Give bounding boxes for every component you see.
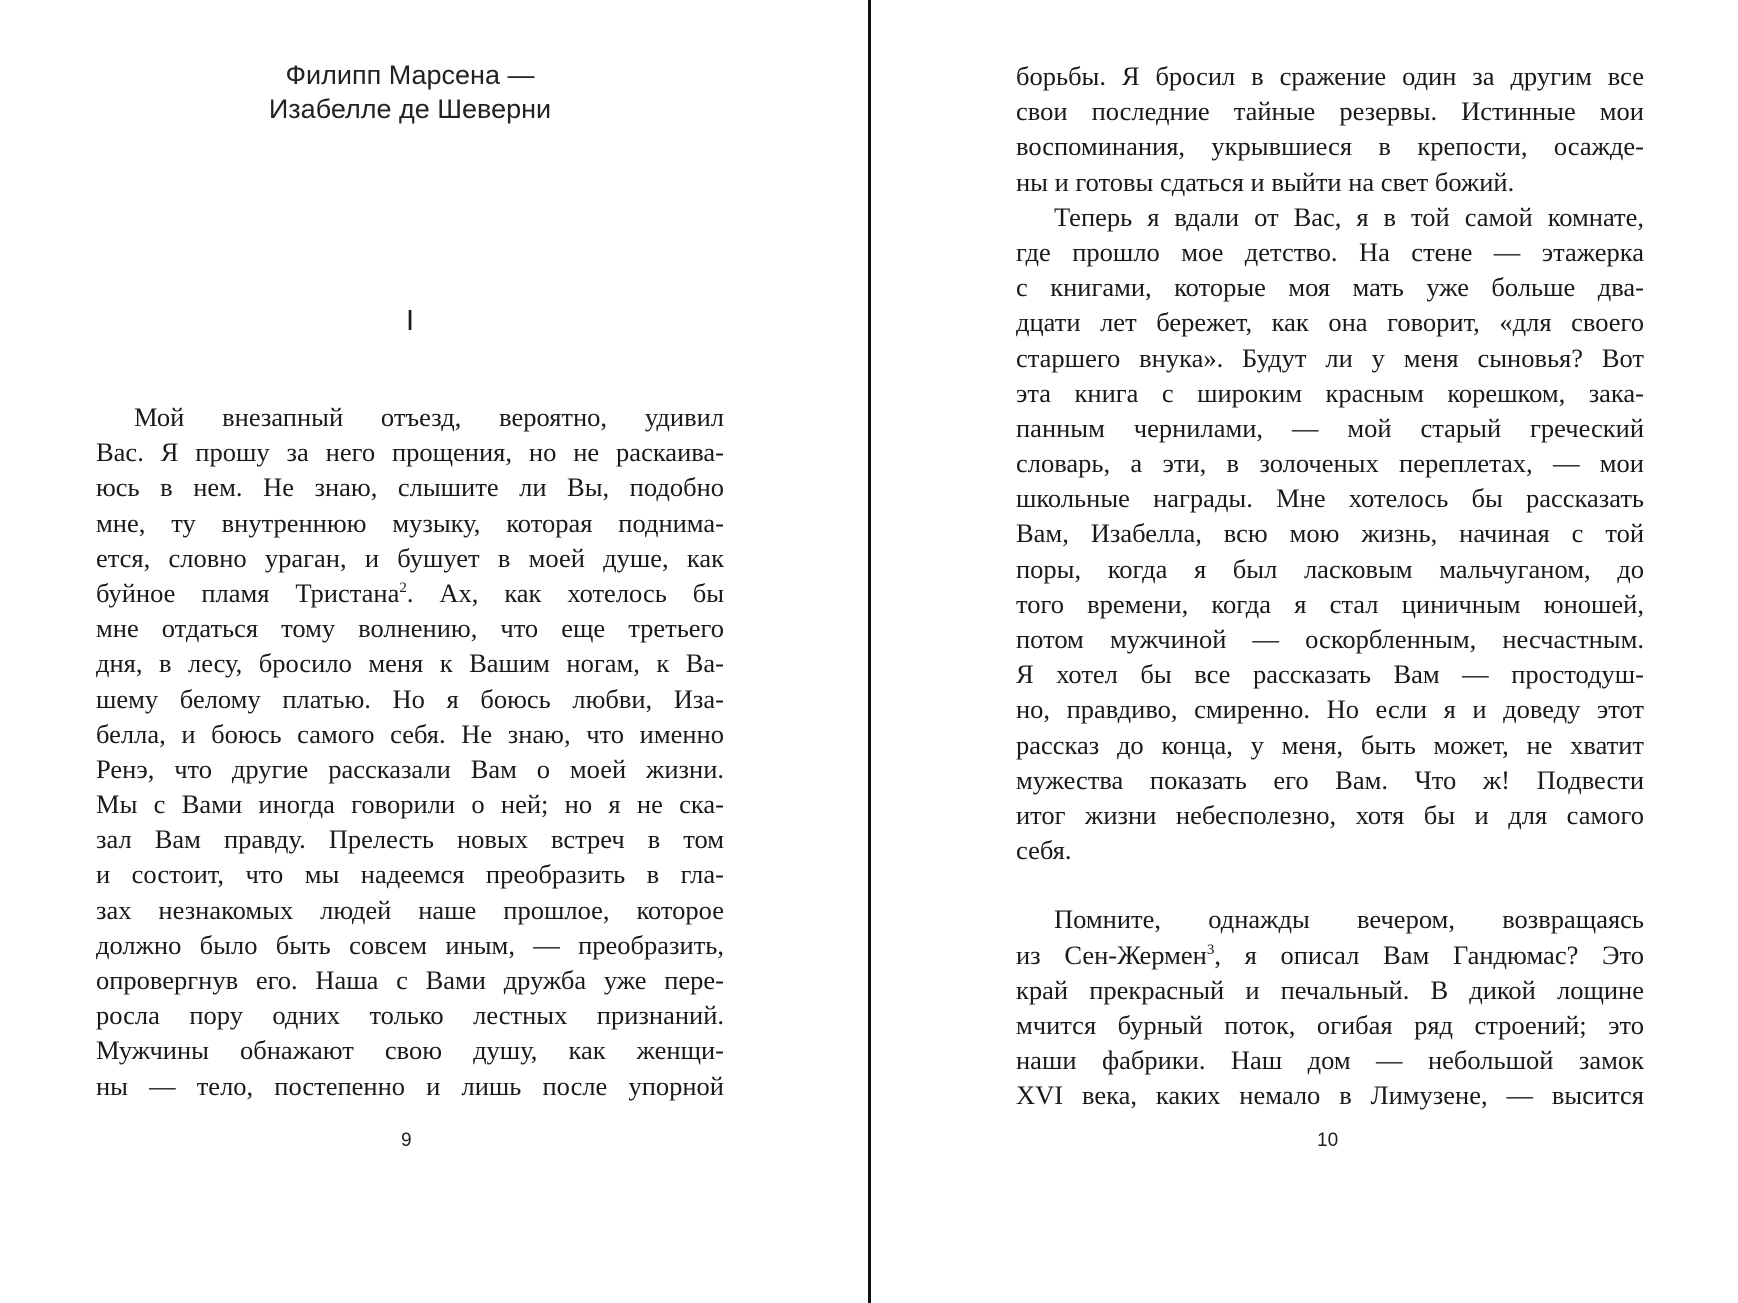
text-line-content: XVI века, каких немало в Лимузене, — высится bbox=[1016, 1080, 1644, 1111]
text-line bbox=[96, 400, 724, 435]
text-line bbox=[96, 893, 724, 928]
text-line-content: с книгами, которые моя мать уже больше два- bbox=[1016, 272, 1644, 303]
text-line-content: Мы с Вами иногда говорили о ней; но я не ска- bbox=[96, 789, 724, 820]
text-line-content: Теперь я вдали от Вас, я в той самой комнате, bbox=[1054, 201, 1644, 232]
text-line bbox=[1016, 902, 1644, 937]
page-number-right: 10 bbox=[1317, 1130, 1339, 1151]
text-line bbox=[1016, 1078, 1644, 1113]
text-line bbox=[96, 787, 724, 822]
text-line bbox=[1016, 341, 1644, 376]
text-line-content: эта книга с широким красным корешком, зака- bbox=[1016, 377, 1644, 408]
text-line-content: Вас. Я прошу за него прощения, но не раскаива- bbox=[96, 437, 724, 468]
text-line bbox=[96, 611, 724, 646]
text-line bbox=[96, 470, 724, 505]
footnote-marker[interactable]: 3 bbox=[1206, 941, 1215, 958]
text-line bbox=[96, 717, 724, 752]
text-line-content: рассказ до конца, у меня, быть может, не хватит bbox=[1016, 729, 1644, 760]
text-line bbox=[1016, 200, 1644, 235]
text-line-content: где прошло мое детство. На стене — этажерка bbox=[1016, 236, 1644, 267]
text-line-content: ны и готовы сдаться и выйти на свет божий. bbox=[1016, 166, 1515, 197]
text-line-content: юсь в нем. Не знаю, слышите ли Вы, подобно bbox=[96, 472, 724, 503]
text-line-content: из Сен-Жермен bbox=[1016, 939, 1207, 970]
text-line bbox=[1016, 833, 1644, 868]
page-number-left: 9 bbox=[401, 1130, 412, 1151]
text-line-content: потом мужчиной — оскорбленным, несчастным. bbox=[1016, 624, 1644, 654]
text-line-content: дня, в лесу, бросило меня к Вашим ногам, к Ва- bbox=[96, 648, 724, 679]
text-line-content: росла пору одних только лестных признаний. bbox=[96, 1000, 724, 1031]
text-line bbox=[1016, 235, 1644, 270]
text-line bbox=[96, 1033, 724, 1068]
text-line-content: ется, словно ураган, и бушует в моей душе, как bbox=[96, 542, 724, 573]
text-line bbox=[1016, 692, 1644, 727]
text-line bbox=[96, 752, 724, 787]
text-line bbox=[96, 541, 724, 576]
text-line bbox=[1016, 938, 1644, 973]
text-line-content: Мой внезапный отъезд, вероятно, удивил bbox=[134, 402, 724, 432]
text-line bbox=[1016, 552, 1644, 587]
left-page bbox=[0, 0, 868, 1303]
text-line-continuation: , я описал Вам Гандюмас? Это bbox=[1214, 939, 1644, 970]
right-page bbox=[871, 0, 1738, 1303]
text-line bbox=[1016, 376, 1644, 411]
text-line bbox=[96, 998, 724, 1033]
heading-line-1: Филипп Марсена — bbox=[285, 60, 535, 90]
text-line bbox=[96, 822, 724, 857]
text-line-content: того времени, когда я стал циничным юношей, bbox=[1016, 588, 1644, 619]
text-line bbox=[1016, 728, 1644, 763]
text-line-content: край прекрасный и печальный. В дикой лощине bbox=[1016, 974, 1644, 1005]
text-line bbox=[1016, 516, 1644, 551]
text-line bbox=[96, 1069, 724, 1104]
text-line-content: панным чернилами, — мой старый греческий bbox=[1016, 412, 1644, 443]
text-line bbox=[1016, 622, 1644, 657]
text-line bbox=[1016, 481, 1644, 516]
left-body-text bbox=[96, 400, 724, 1104]
text-line bbox=[96, 963, 724, 998]
text-line bbox=[96, 682, 724, 717]
text-line-content: зал Вам правду. Прелесть новых встреч в том bbox=[96, 824, 724, 855]
text-line bbox=[1016, 1043, 1644, 1078]
text-line-content: борьбы. Я бросил в сражение один за другим все bbox=[1016, 61, 1644, 91]
chapter-number: I bbox=[405, 305, 415, 337]
text-line bbox=[1016, 59, 1644, 94]
text-line bbox=[96, 857, 724, 892]
text-line bbox=[96, 435, 724, 470]
text-line bbox=[1016, 94, 1644, 129]
text-line-content: мчится бурный поток, огибая ряд строений; это bbox=[1016, 1009, 1644, 1040]
text-line-continuation: . Ах, как хотелось бы bbox=[406, 577, 724, 608]
text-line-content: ны — тело, постепенно и лишь после упорной bbox=[96, 1070, 724, 1101]
text-line-content: Я хотел бы все рассказать Вам — простодуш- bbox=[1016, 659, 1644, 690]
text-line bbox=[96, 506, 724, 541]
text-line-content: свои последние тайные резервы. Истинные мои bbox=[1016, 96, 1644, 127]
text-line-content: белла, и боюсь самого себя. Не знаю, что именно bbox=[96, 718, 724, 749]
text-line-content: мне, ту внутреннюю музыку, которая поднима- bbox=[96, 507, 724, 538]
text-line-content: словарь, а эти, в золоченых переплетах, — мои bbox=[1016, 448, 1644, 479]
footnote-marker[interactable]: 2 bbox=[399, 579, 407, 596]
text-line-content: должно было быть совсем иным, — преобразить, bbox=[96, 929, 724, 960]
text-line bbox=[1016, 1008, 1644, 1043]
text-line bbox=[96, 928, 724, 963]
text-line bbox=[96, 576, 724, 611]
text-line-content: воспоминания, укрывшиеся в крепости, осажде- bbox=[1016, 131, 1644, 162]
text-line-content: зах незнакомых людей наше прошлое, которое bbox=[96, 894, 724, 925]
text-line-content: себя. bbox=[1016, 835, 1072, 866]
text-line-content: Ренэ, что другие рассказали Вам о моей жизни. bbox=[96, 753, 724, 784]
text-line-content: наши фабрики. Наш дом — небольшой замок bbox=[1016, 1045, 1644, 1076]
text-line-content: старшего внука». Будут ли у меня сыновья? Вот bbox=[1016, 342, 1644, 373]
text-line-content: шему белому платью. Но я боюсь любви, Иза- bbox=[96, 683, 724, 714]
text-line-content: поры, когда я был ласковым мальчуганом, до bbox=[1016, 553, 1644, 584]
text-line bbox=[1016, 587, 1644, 622]
text-line-content: мне отдаться тому волнению, что еще третьего bbox=[96, 613, 724, 644]
text-line-content: дцати лет бережет, как она говорит, «для своего bbox=[1016, 307, 1644, 338]
text-line-content: Вам, Изабелла, всю мою жизнь, начиная с той bbox=[1016, 518, 1644, 549]
heading-line-2: Изабелле де Шеверни bbox=[268, 94, 552, 124]
text-line bbox=[1016, 798, 1644, 833]
text-line-content: и состоит, что мы надеемся преобразить в гла- bbox=[96, 859, 724, 890]
text-line bbox=[1016, 165, 1644, 200]
text-line-content: итог жизни небесполезно, хотя бы и для самого bbox=[1016, 799, 1644, 830]
letter-heading bbox=[96, 58, 724, 126]
right-body-text bbox=[1016, 59, 1644, 1113]
text-line-content: школьные награды. Мне хотелось бы рассказать bbox=[1016, 483, 1644, 514]
text-line bbox=[1016, 270, 1644, 305]
text-line bbox=[1016, 129, 1644, 164]
text-line bbox=[1016, 657, 1644, 692]
text-line bbox=[1016, 446, 1644, 481]
text-line bbox=[1016, 305, 1644, 340]
text-line-content: Мужчины обнажают свою душу, как женщи- bbox=[96, 1035, 724, 1066]
text-line-content: мужества показать его Вам. Что ж! Подвести bbox=[1016, 764, 1644, 795]
text-line-content: буйное пламя Тристана bbox=[96, 577, 400, 608]
text-line-content: опровергнув его. Наша с Вами дружба уже пере- bbox=[96, 965, 724, 995]
text-line-content: Помните, однажды вечером, возвращаясь bbox=[1054, 904, 1644, 935]
text-line bbox=[96, 646, 724, 681]
text-line bbox=[1016, 411, 1644, 446]
text-line bbox=[1016, 973, 1644, 1008]
text-line bbox=[1016, 763, 1644, 798]
text-line-content: но, правдиво, смиренно. Но если я и доведу этот bbox=[1016, 694, 1644, 725]
